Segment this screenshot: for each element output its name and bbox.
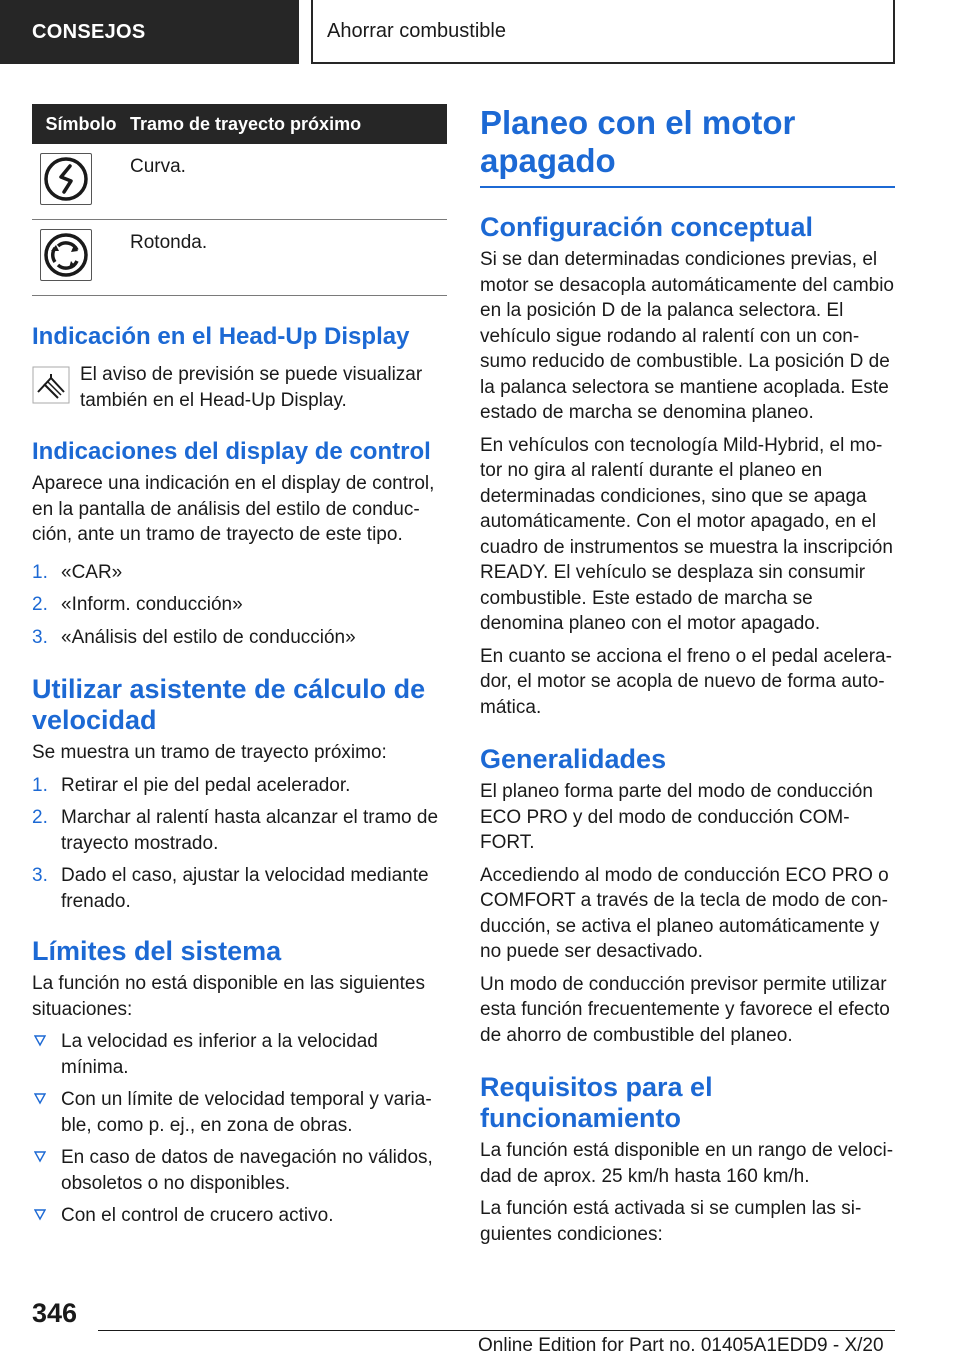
- concept-p3: En cuanto se acciona el freno o el pedal acelerador, el motor se acopla de nuevo de forma automática.: [480, 645, 892, 718]
- table-cell-curve: Curva.: [130, 156, 186, 177]
- limits-list: [32, 1029, 447, 1229]
- list-item: La velocidad es inferior a la velocidad mínima.: [32, 1029, 447, 1080]
- limits-intro: La función no está disponible en las siguientes situaciones:: [32, 973, 425, 1020]
- general-heading: Generalidades: [480, 744, 667, 774]
- list-item: 2. «Inform. conducción»: [32, 594, 243, 615]
- concept-heading: Configuración conceptual: [480, 212, 814, 242]
- requirements-p2: La función está activada si se cumplen las siguientes condiciones:: [480, 1198, 862, 1245]
- table-header-segment: Tramo de trayecto próximo: [130, 113, 362, 134]
- table-row: [32, 220, 447, 296]
- list-item: En caso de datos de navegación no válidos, obsoletos o no disponibles.: [32, 1145, 447, 1196]
- general-p1: El planeo forma parte del modo de conducción ECO PRO y del modo de conducción COMFORT.: [480, 781, 873, 853]
- left-column: [32, 104, 447, 1229]
- general-p3: Un modo de conducción previsor permite utilizar esta función frecuentemente y favorece el efecto de ahorro de combustible del planeo.: [480, 973, 890, 1046]
- triangle-bullet-icon: [34, 1035, 46, 1047]
- edition-note: Online Edition for Part no. 01405A1EDD9 - X/20: [478, 1335, 884, 1356]
- curve-icon: [40, 153, 92, 205]
- hud-text: El aviso de previsión se puede visualizar también en el Head-Up Display.: [80, 364, 423, 411]
- topic-label: Ahorrar combustible: [327, 19, 506, 42]
- control-display-steps: [32, 560, 447, 651]
- control-display-text: Aparece una indicación en el display de control, en la pantalla de análisis del estilo de conducción, ante un tramo de trayecto de este tipo.: [32, 473, 435, 545]
- roundabout-icon: [40, 229, 92, 281]
- control-display-heading: Indicaciones del display de control: [32, 438, 431, 465]
- triangle-bullet-icon: [34, 1151, 46, 1163]
- requirements-p1: La función está disponible en un rango de velocidad de aprox. 25 km/h hasta 160 km/h.: [480, 1140, 894, 1187]
- footer-rule: [98, 1330, 895, 1331]
- list-item: 1. Retirar el pie del pedal acelerador.: [32, 774, 351, 796]
- hud-heading: Indicación en el Head-Up Display: [32, 323, 410, 350]
- page-number: 346: [32, 1298, 78, 1328]
- table-cell-roundabout: Rotonda.: [130, 232, 208, 253]
- limits-heading: Límites del sistema: [32, 936, 282, 966]
- topic-tab: [311, 0, 895, 64]
- list-item: 1. «CAR»: [32, 561, 123, 583]
- list-item: Con un límite de velocidad temporal y variable, como p. ej., en zona de obras.: [32, 1087, 447, 1138]
- head-up-display-icon: [32, 366, 70, 404]
- chapter-tab: [0, 0, 299, 64]
- table-header: [32, 104, 447, 144]
- right-column: [480, 104, 895, 1247]
- hud-note: [32, 362, 447, 413]
- triangle-bullet-icon: [34, 1209, 46, 1221]
- symbol-table: [32, 104, 447, 296]
- speed-assist-steps: [32, 773, 447, 915]
- list-item: 3. Dado el caso, ajustar la velocidad mediante frenado.: [32, 865, 429, 912]
- requirements-heading: Requisitos para el funcionamiento: [480, 1072, 713, 1133]
- speed-assist-heading: Utilizar asistente de cálculo de velocidad: [32, 674, 426, 735]
- general-p2: Accediendo al modo de conducción ECO PRO o COMFORT a través de la tecla de modo de conducción, se activa el planeo automáticamente y no puede ser desactivado.: [480, 864, 889, 962]
- list-item: Con el control de crucero activo.: [32, 1203, 447, 1229]
- coasting-heading: Planeo con el motor apagado: [480, 104, 796, 179]
- concept-p2: En vehículos con tecnología Mild-Hybrid, el motor no gira al ralentí durante el planeo en determinadas condiciones, sino que se apaga automáticamente. Con el motor apagado, en el cuadro de instrumentos se muestra la inscripción READY. El vehículo se desplaza sin consumir combustible. Este estado de marcha se denomina planeo con el motor apagado.: [480, 434, 893, 634]
- table-header-symbol: Símbolo: [45, 113, 117, 134]
- chapter-label: CONSEJOS: [32, 20, 146, 43]
- list-item: 3. «Análisis del estilo de conducción»: [32, 626, 356, 648]
- list-item: 2. Marchar al ralentí hasta alcanzar el tramo de trayecto mostrado.: [32, 807, 439, 854]
- concept-p1: Si se dan determinadas condiciones previas, el motor se desacopla automáticamente del cambio en la posición D de la palanca selectora. El vehículo sigue rodando al ralentí con un consumo reducido de combustible. La posición D de la palanca selectora se mantiene acoplada. Este estado de marcha se denomina planeo.: [480, 249, 895, 423]
- triangle-bullet-icon: [34, 1093, 46, 1105]
- table-row: [32, 144, 447, 220]
- speed-assist-intro: Se muestra un tramo de trayecto próximo:: [32, 742, 387, 763]
